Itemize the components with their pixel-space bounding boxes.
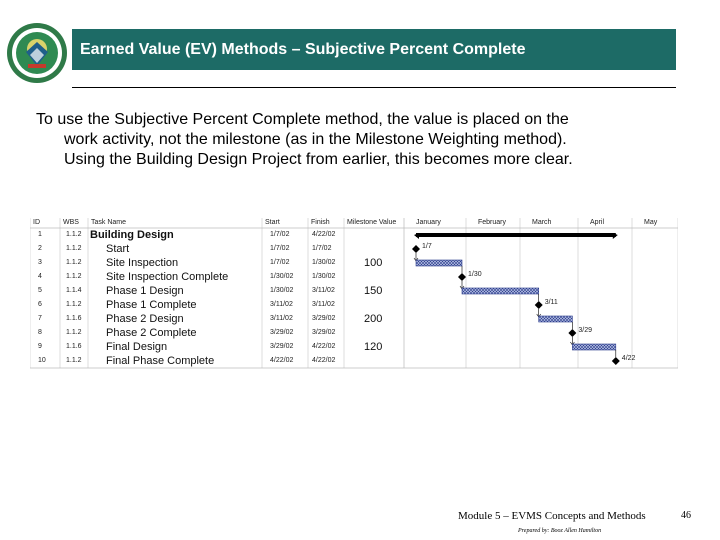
gantt-month-header: May xyxy=(644,219,658,226)
gantt-column-header: Finish xyxy=(311,219,330,226)
gantt-row-start: 3/11/02 xyxy=(270,315,293,322)
gantt-month-header: March xyxy=(532,219,552,226)
gantt-task-name: Start xyxy=(106,243,130,255)
gantt-row-finish: 4/22/02 xyxy=(312,231,336,238)
gantt-row-start: 4/22/02 xyxy=(270,357,294,364)
title-divider xyxy=(72,87,676,88)
gantt-row-id: 1 xyxy=(38,231,42,238)
gantt-row-id: 4 xyxy=(38,273,42,280)
gantt-row-id: 10 xyxy=(38,357,46,364)
gantt-row-wbs: 1.1.2 xyxy=(66,245,82,252)
gantt-milestone-value: 100 xyxy=(364,257,383,269)
footer-credit: Prepared by: Booz Allen Hamilton xyxy=(518,528,602,534)
gantt-milestone-date: 3/29 xyxy=(578,327,592,334)
gantt-task-name: Phase 1 Design xyxy=(106,285,184,297)
gantt-row-start: 1/30/02 xyxy=(270,287,294,294)
gantt-row-start: 3/11/02 xyxy=(270,301,293,308)
gantt-row-id: 3 xyxy=(38,259,42,266)
gantt-column-header: Task Name xyxy=(91,219,127,226)
gantt-row-start: 1/30/02 xyxy=(270,273,294,280)
gantt-milestone-diamond xyxy=(458,273,466,281)
gantt-row-id: 8 xyxy=(38,329,42,336)
gantt-column-header: ID xyxy=(33,219,40,226)
gantt-milestone-value: 150 xyxy=(364,285,383,297)
gantt-milestone-value: 200 xyxy=(364,313,383,325)
gantt-row-finish: 3/29/02 xyxy=(312,315,336,322)
gantt-task-name: Final Phase Complete xyxy=(106,355,215,367)
body-paragraph xyxy=(36,110,676,170)
gantt-row-wbs: 1.1.4 xyxy=(66,287,82,294)
gantt-row-start: 1/7/02 xyxy=(270,245,290,252)
gantt-task-name: Phase 1 Complete xyxy=(106,299,197,311)
gantt-milestone-date: 4/22 xyxy=(621,355,636,362)
gantt-milestone-diamond xyxy=(568,329,576,337)
gantt-row-start: 3/29/02 xyxy=(270,329,294,336)
footer-module-title: Module 5 – EVMS Concepts and Methods xyxy=(458,510,646,522)
gantt-row-id: 5 xyxy=(38,287,42,294)
gantt-row-finish: 3/29/02 xyxy=(312,329,336,336)
body-line-2: work activity, not the milestone (as in the Milestone Weighting method). xyxy=(64,131,567,148)
page-number: 46 xyxy=(681,510,691,521)
gantt-task-name: Phase 2 Complete xyxy=(106,327,197,339)
gantt-milestone-diamond xyxy=(535,301,543,309)
gantt-row-finish: 1/7/02 xyxy=(312,245,332,252)
gantt-row-wbs: 1.1.6 xyxy=(66,343,82,350)
gantt-task-bar xyxy=(539,316,573,322)
gantt-month-header: February xyxy=(478,219,507,226)
gantt-row-wbs: 1.1.2 xyxy=(66,329,82,336)
gantt-milestone-diamond xyxy=(412,245,420,253)
gantt-row-id: 6 xyxy=(38,301,42,308)
gantt-task-name: Site Inspection xyxy=(106,257,179,269)
gantt-task-bar xyxy=(572,344,615,350)
gantt-column-header: WBS xyxy=(63,219,79,226)
gantt-row-finish: 1/30/02 xyxy=(312,273,336,280)
gantt-task-name: Final Design xyxy=(106,341,168,353)
gantt-column-header: Milestone Value xyxy=(347,219,397,226)
gantt-column-header: Start xyxy=(265,219,280,226)
gantt-row-wbs: 1.1.2 xyxy=(66,259,82,266)
gantt-task-bar xyxy=(462,288,539,294)
gantt-milestone-date: 1/7 xyxy=(422,243,432,250)
gantt-row-id: 7 xyxy=(38,315,42,322)
gantt-summary-bar xyxy=(416,233,616,237)
gantt-row-wbs: 1.1.2 xyxy=(66,357,82,364)
gantt-milestone-value: 120 xyxy=(364,341,383,353)
gantt-row-wbs: 1.1.2 xyxy=(66,231,82,238)
gantt-row-finish: 1/30/02 xyxy=(312,259,336,266)
gantt-milestone-date: 1/30 xyxy=(468,271,482,278)
department-of-energy-seal-icon xyxy=(6,22,68,84)
gantt-task-name: Phase 2 Design xyxy=(106,313,184,325)
gantt-row-finish: 4/22/02 xyxy=(312,343,336,350)
body-line-1: To use the Subjective Percent Complete method, the value is placed on the xyxy=(36,111,569,128)
gantt-task-name: Site Inspection Complete xyxy=(106,271,229,283)
gantt-milestone-diamond xyxy=(612,357,620,365)
gantt-row-start: 3/29/02 xyxy=(270,343,294,350)
slide-title: Earned Value (EV) Methods – Subjective Percent Complete xyxy=(72,29,676,70)
gantt-row-start: 1/7/02 xyxy=(270,231,290,238)
gantt-row-finish: 4/22/02 xyxy=(312,357,336,364)
gantt-month-header: April xyxy=(590,219,605,226)
gantt-row-finish: 3/11/02 xyxy=(312,287,335,294)
gantt-chart xyxy=(30,218,678,370)
gantt-row-start: 1/7/02 xyxy=(270,259,290,266)
gantt-row-wbs: 1.1.2 xyxy=(66,301,82,308)
gantt-row-wbs: 1.1.2 xyxy=(66,273,82,280)
gantt-row-id: 2 xyxy=(38,245,42,252)
gantt-row-wbs: 1.1.6 xyxy=(66,315,82,322)
gantt-row-id: 9 xyxy=(38,343,42,350)
gantt-row-finish: 3/11/02 xyxy=(312,301,335,308)
gantt-milestone-date: 3/11 xyxy=(544,299,558,306)
gantt-month-header: January xyxy=(416,219,441,226)
gantt-task-name: Building Design xyxy=(90,229,174,241)
body-line-3: Using the Building Design Project from earlier, this becomes more clear. xyxy=(64,151,573,168)
gantt-task-bar xyxy=(416,260,462,266)
